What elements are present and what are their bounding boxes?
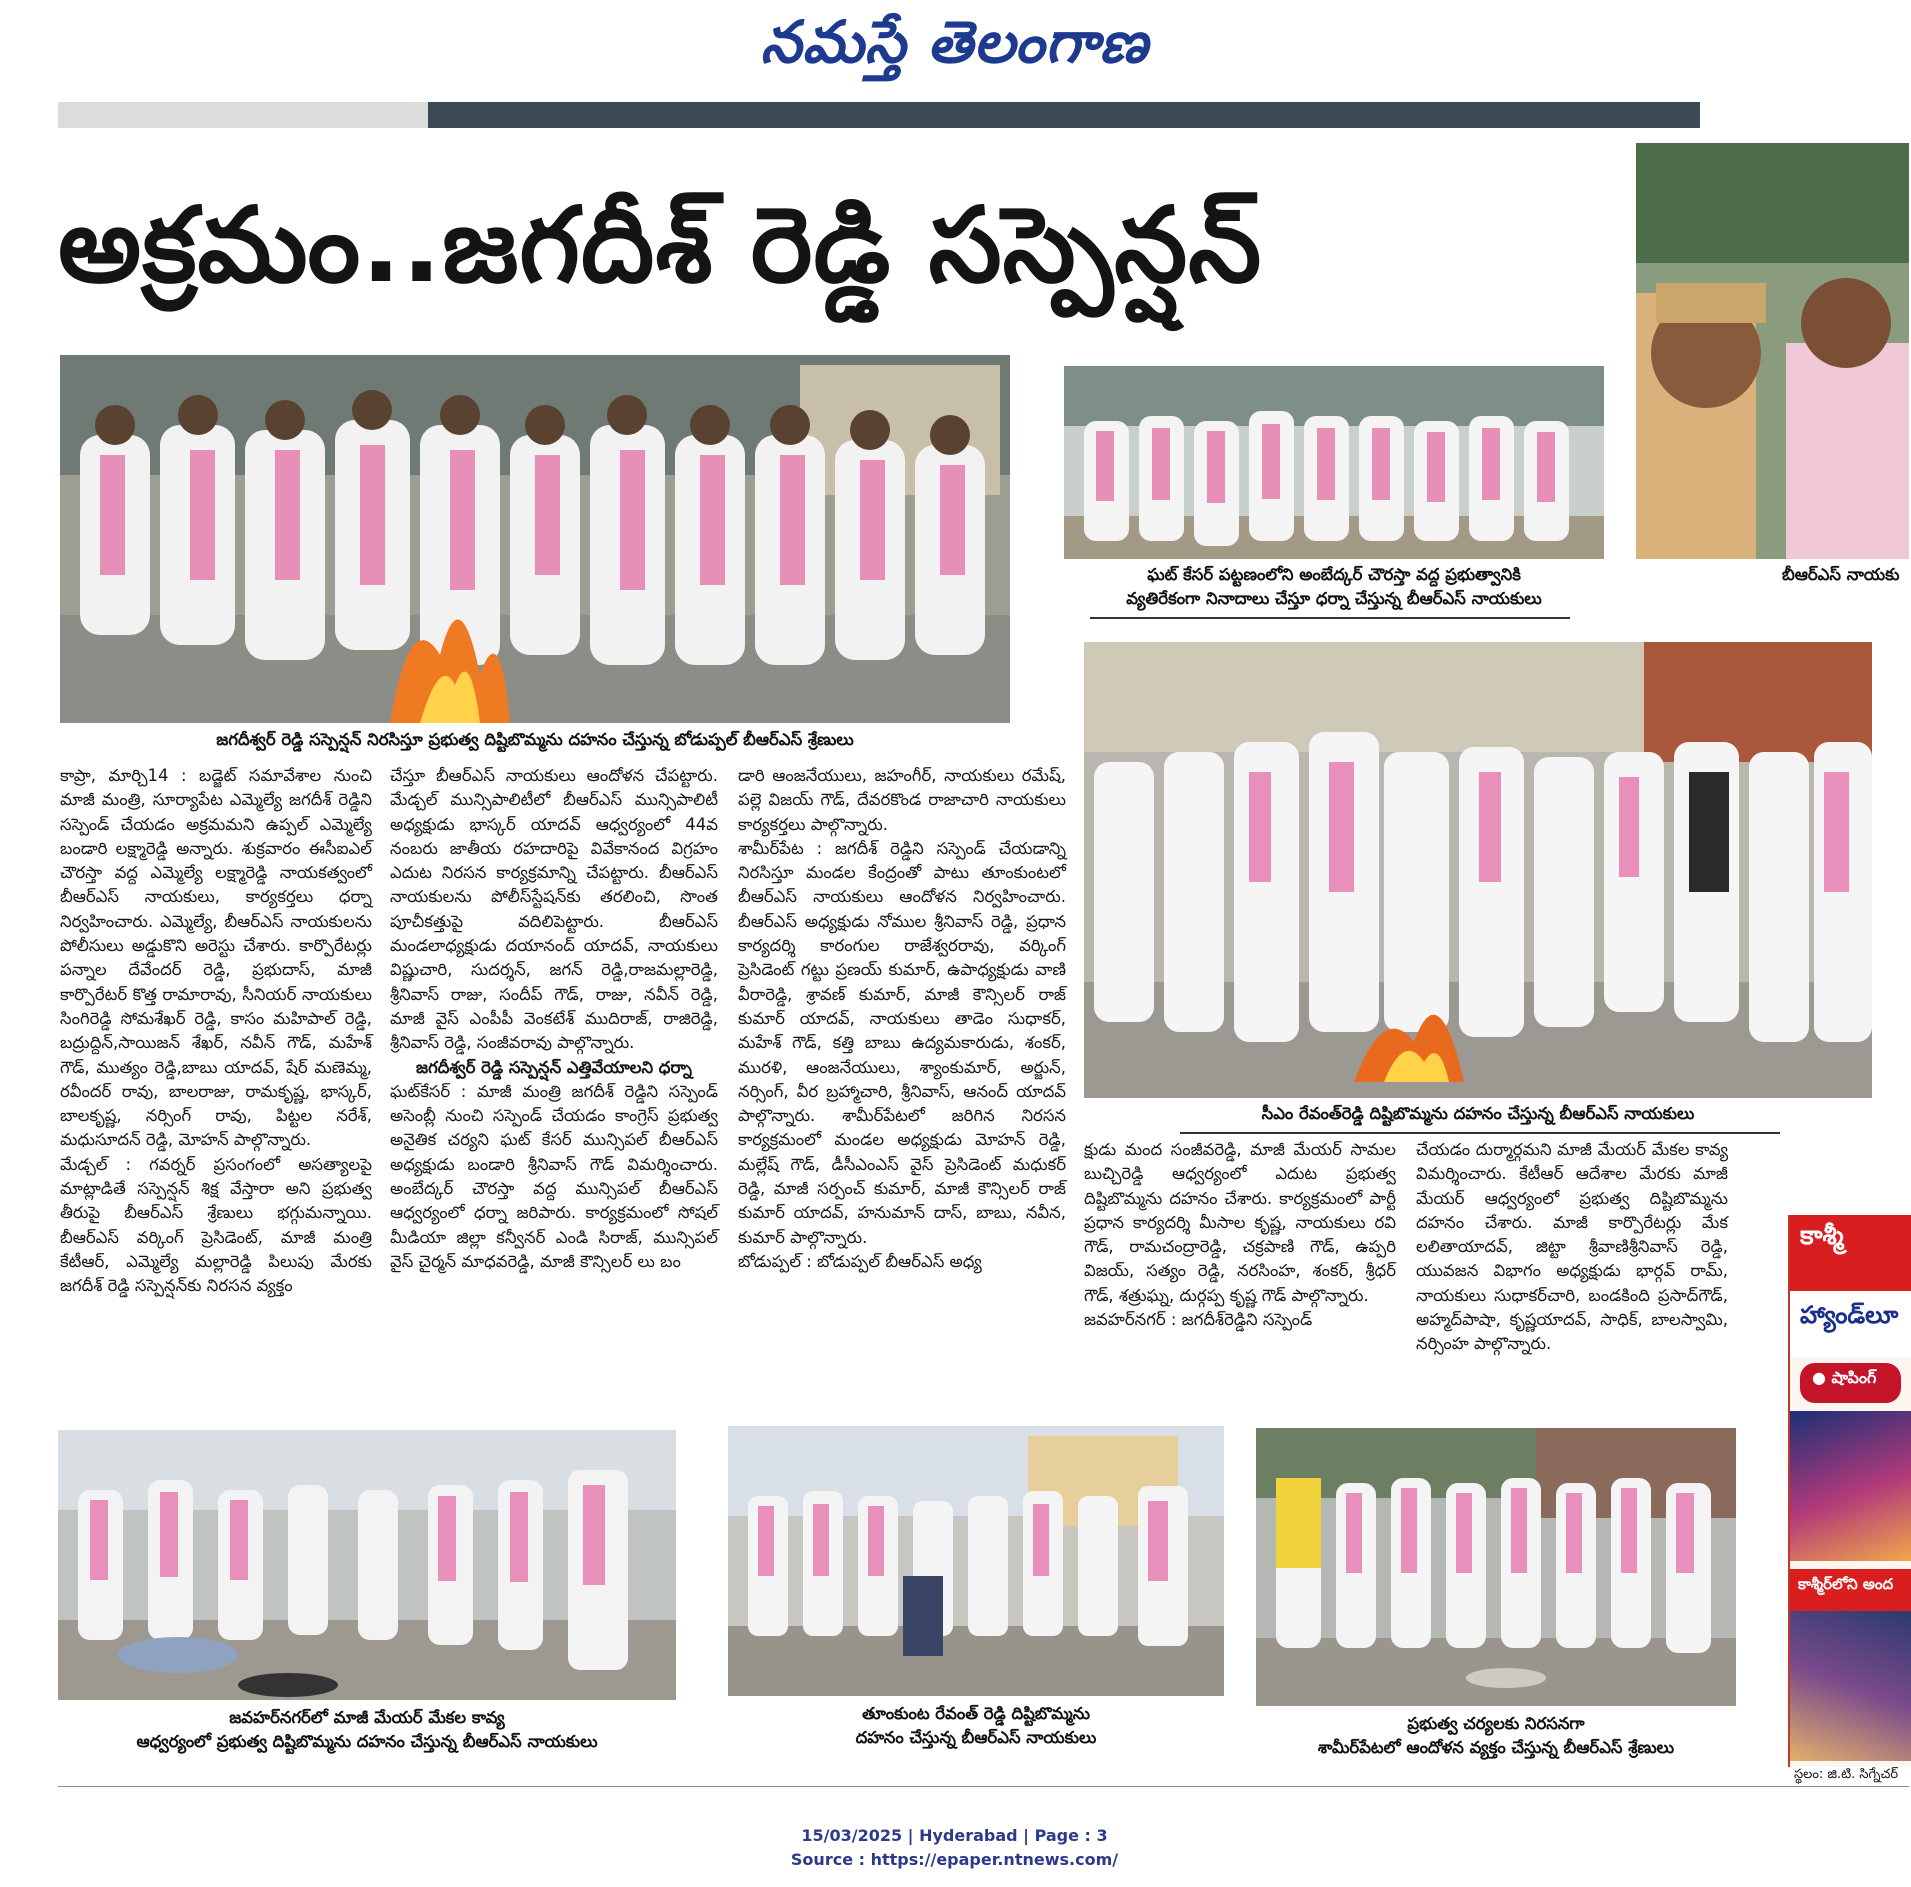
masthead-banner <box>428 102 1700 128</box>
article-column-4 <box>1084 1138 1396 1414</box>
page-headline: అక్రమం..జగదీశ్ రెడ్డి సస్పెన్షన్ <box>58 184 1263 306</box>
photo-police-arrest <box>1636 143 1909 559</box>
caption-jawaharnagar <box>58 1706 676 1754</box>
article-paragraph: కాప్రా, మార్చి14 : బడ్జెట్ సమావేశాల నుంచి మాజీ మంత్రి, సూర్యాపేట ఎమ్మెల్యే జగదీశ్ రెడ్డిని సస్పెండ్ చేయడం అక్రమమని ఉప్పల్ ఎమ్మెల్యే బండారి లక్ష్మారెడ్డి అన్నారు. శుక్రవారం ఈసీఐఎల్ చౌరస్తా వద్ద ఎమ్మెల్యే లక్ష్మారెడ్డి నాయకత్వంలో బీఆర్ఎస్ నాయకులు, కార్యకర్తలు ధర్నా నిర్వహించారు. ఎమ్మెల్యే, బీఆర్ఎస్ నాయకులను పోలీసులు అడ్డుకొని అరెస్టు చేశారు. కార్పొరేటర్లు పన్నాల దేవేందర్ రెడ్డి, ప్రభుదాస్, మాజీ కార్పొరేటర్ కొత్త రామారావు, సీనియర్ నాయకులు సింగిరెడ్డి సోమశేఖర్ రెడ్డి, కాసం మహిపాల్ రెడ్డి, బద్రుద్దిన్,సాయిజన్ శేఖర్, నవీన్ గౌడ్, మహేశ్ గౌడ్, ముత్యం రెడ్డి,బాబు యాదవ్, షేర్ మణెమ్మ, రవీందర్ రావు, బాలరాజు, రామకృష్ణ, భాస్కర్, బాలకృష్ణ, నర్సింగ్ రావు, పిట్టల నరేశ్, మధుసూదన్ రెడ్డి, మోహన్ పాల్గొన్నారు. మేడ్చల్ : గవర్నర్ ప్రసంగంలో అసత్యాలపై మాట్లాడితే సస్పెన్షన్ శిక్ష వేస్తారా అని ప్రభుత్వ తీరుపై బీఆర్ఎస్ శ్రేణులు భగ్గుమన్నాయి. బీఆర్ఎస్ వర్కింగ్ ప్రెసిడెంట్, మాజీ మంత్రి కేటీఆర్, ఎమ్మెల్యే మల్లారెడ్డి పిలుపు మేరకు జగదీశ్ రెడ్డి సస్పెన్షన్‌కు నిరసన వ్యక్తం <box>60 766 372 1296</box>
caption-cm-effigy: సీఎం రేవంత్‌రెడ్డి దిష్టిబొమ్మను దహనం చేస్తున్న బీఆర్ఎస్ నాయకులు <box>1261 1104 1695 1123</box>
ad-brand: కాశ్మీ <box>1790 1215 1911 1291</box>
newspaper-masthead: నమస్తే తెలంగాణ <box>760 8 1149 76</box>
caption-jawaharnagar-line2: ఆధ్వర్యంలో ప్రభుత్వ దిష్టిబొమ్మను దహనం చేస్తున్న బీఆర్ఎస్ నాయకులు <box>136 1731 598 1751</box>
photo-ghatkesar-dharna <box>1064 366 1604 559</box>
article-paragraph: ఘట్‌కేసర్ : మాజీ మంత్రి జగదీశ్ రెడ్డిని సస్పెండ్ అసెంబ్లీ నుంచి సస్పెండ్ చేయడం కాంగ్రెస్ ప్రభుత్వ అనైతిక చర్యని ఘట్ కేసర్ మున్సిపల్ బీఆర్ఎస్ అధ్యక్షుడు బండారి శ్రీనివాస్ గౌడ్ విమర్శించారు. అంబేద్కర్ చౌరస్తా వద్ద మున్సిపల్ బీఆర్ఎస్ ఆధ్వర్యంలో ధర్నా జరిపారు. కార్యక్రమంలో సోషల్ మీడియా జిల్లా కన్వీనర్ ఎండి సిరాజ్, మున్సిపల్ వైస్ చైర్మన్ మాధవరెడ్డి, మాజీ కౌన్సిలర్ లు బం <box>390 1081 718 1271</box>
page-bottom-rule <box>58 1786 1909 1787</box>
article-subheading: జగదీశ్వర్ రెడ్డి సస్పెన్షన్ ఎత్తివేయాలని ధర్నా <box>416 1057 692 1077</box>
ad-band-text: కాశ్మీర్‌లోని అంద <box>1790 1569 1911 1611</box>
caption-thumkunta <box>728 1702 1224 1750</box>
article-paragraph: డారి ఆంజనేయులు, జహంగీర్, నాయకులు రమేష్, పల్లె విజయ్ గౌడ్, దేవరకొండ రాజాచారి నాయకులు కార్యకర్తలు పాల్గొన్నారు. శామీర్‌పేట : జగదీశ్ రెడ్డిని సస్పెండ్ చేయడాన్ని నిరసిస్తూ మండల కేంద్రంతో పాటు తూంకుంటలో బీఆర్ఎస్ నాయకులు ఆందోళన నిర్వహించారు. బీఆర్ఎస్ అధ్యక్షుడు నోముల శ్రీనివాస్ రెడ్డి, ప్రధాన కార్యదర్శి కారంగుల రాజేశ్వరరావు, వర్కింగ్ ప్రెసిడెంట్ గట్టు ప్రణయ్ కుమార్, ఉపాధ్యక్షుడు వాణి వీరారెడ్డి, శ్రావణ్ కుమార్, మాజీ కౌన్సిలర్ రాజ్ కుమార్ యాదవ్, నాయకులు తాడెం సుధాకర్, మహేశ్ గౌడ్, కత్తి బాబు ఉద్యమకారుడు, శంకర్, మురళి, ఆంజనేయులు, శ్యాంకుమార్, అర్జున్, నర్సింగ్, వీర బ్రహ్మాచారి, శ్రీనివాస్, ఆనంద్ యాదవ్ పాల్గొన్నారు. శామీర్‌పేటలో జరిగిన నిరసన కార్యక్రమంలో మండల అధ్యక్షుడు మోహన్ రెడ్డి, మల్లేష్ గౌడ్, డీసీఎంఎస్ వైస్ ప్రెసిడెంట్ మధుకర్ రెడ్డి, మాజీ సర్పంచ్ కుమార్, మాజీ కౌన్సిలర్ రాజ్ కుమార్ యాదవ్, హనుమాన్ దాస్, బాబు, నవీన, కుమార్ పాల్గొన్నారు. బోడుప్పల్ : బోడుప్పల్ బీఆర్ఎస్ అధ్య <box>738 766 1066 1271</box>
caption-boduppal: జగదీశ్వర్ రెడ్డి సస్పెన్షన్ నిరసిస్తూ ప్రభుత్వ దిష్టిబొమ్మను దహనం చేస్తున్న బోడుప్పల్ బీఆర్ఎస్ శ్రేణులు <box>216 730 854 749</box>
caption-shamirpet-line1: ప్రభుత్వ చర్యలకు నిరసనగా <box>1407 1714 1585 1733</box>
ad-venue: స్థలం: జి.టి. సిగ్నేచర్ <box>1794 1767 1899 1782</box>
article-column-3 <box>738 764 1066 1414</box>
caption-shamirpet <box>1256 1712 1736 1760</box>
caption-ghatkesar-line1: ఘట్ కేసర్ పట్టణంలోని అంబేద్కర్ చౌరస్తా వద్ద ప్రభుత్వానికి <box>1147 565 1521 584</box>
article-paragraph: క్షుడు మంద సంజీవరెడ్డి, మాజీ మేయర్ సామల బుచ్చిరెడ్డి ఆధ్వర్యంలో ఎదుట ప్రభుత్వ దిష్టిబొమ్మను దహనం చేశారు. కార్యక్రమంలో పార్టీ ప్రధాన కార్యదర్శి మీసాల కృష్ణ, నాయకులు రవి గౌడ్, రామచంద్రారెడ్డి, చక్రపాణి గౌడ్, ఉప్పరి విజయ్, సత్యం రెడ్డి, నరసింహ, శంకర్, శ్రీధర్ గౌడ్, శత్రుఘ్న, దుర్గప్ప కృష్ణ గౌడ్ పాల్గొన్నారు. జవహర్‌నగర్ : జగదీశ్‌రెడ్డిని సస్పెండ్ <box>1084 1140 1396 1330</box>
ad-ferris-wheel-image <box>1790 1411 1911 1561</box>
ad-crowd-image <box>1790 1611 1911 1761</box>
caption-thumkunta-line2: దహనం చేస్తున్న బీఆర్ఎస్ నాయకులు <box>855 1727 1097 1747</box>
footer-source: Source : https://epaper.ntnews.com/ <box>790 1850 1119 1869</box>
footer-date-page: 15/03/2025 | Hyderabad | Page : 3 <box>801 1826 1108 1845</box>
caption-shamirpet-line2: శామీర్‌పేటలో ఆందోళన వ్యక్తం చేస్తున్న బీఆర్ఎస్ శ్రేణులు <box>1317 1737 1675 1757</box>
ad-shopping-badge: ● షాపింగ్ <box>1800 1363 1901 1403</box>
caption-right-edge: బీఆర్ఎస్ నాయకు <box>1782 565 1900 584</box>
ad-subtitle: హ్యాండ్‌లూ <box>1790 1291 1911 1357</box>
caption-underline <box>1180 1132 1780 1134</box>
photo-boduppal-protest <box>60 355 1010 723</box>
photo-shamirpet <box>1256 1428 1736 1706</box>
caption-thumkunta-line1: తూంకుంట రేవంత్ రెడ్డి దిష్టిబొమ్మను <box>862 1704 1090 1723</box>
photo-jawaharnagar <box>58 1430 676 1700</box>
caption-underline <box>1090 617 1570 619</box>
article-column-5 <box>1416 1138 1728 1414</box>
photo-cm-effigy <box>1084 642 1872 1098</box>
caption-jawaharnagar-line1: జవహర్‌నగర్‌లో మాజీ మేయర్ మేకల కావ్య <box>229 1708 505 1727</box>
photo-thumkunta <box>728 1426 1224 1696</box>
caption-ghatkesar <box>1064 563 1604 611</box>
article-paragraph: చేస్తూ బీఆర్ఎస్ నాయకులు ఆందోళన చేపట్టారు. మేడ్చల్ మున్సిపాలిటీలో బీఆర్ఎస్ మున్సిపాలిటీ అధ్యక్షుడు భాస్కర్ యాదవ్ ఆధ్వర్యంలో 44వ నంబరు జాతీయ రహదారిపై వివేకానంద విగ్రహం ఎదుట నిరసన కార్యక్రమాన్ని చేపట్టారు. బీఆర్ఎస్ నాయకులను పోలీస్‌స్టేషన్‌కు తరలించి, సొంత పూచీకత్తుపై వదిలిపెట్టారు. బీఆర్ఎస్ మండలాధ్యక్షుడు దయానంద్ యాదవ్, నాయకులు విష్ణుచారి, సుదర్శన్, జగన్ రెడ్డి,రాజమల్లారెడ్డి, శ్రీనివాస్ రాజు, సందీప్ గౌడ్, రాజు, నవీన్ రెడ్డి, మాజీ వైస్ ఎంపీపీ వెంకటేశ్ ముదిరాజ్, రాజిరెడ్డి, శ్రీనివాస్ రెడ్డి, సంజీవరావు పాల్గొన్నారు. <box>390 766 718 1053</box>
article-paragraph: చేయడం దుర్మార్గమని మాజీ మేయర్ మేకల కావ్య విమర్శించారు. కేటీఆర్ ఆదేశాల మేరకు మాజీ మేయర్ ఆధ్వర్యంలో ప్రభుత్వ దిష్టిబొమ్మను దహనం చేశారు. మాజీ కార్పొరేటర్లు మేక లలితాయాదవ్, జిట్టా శ్రీవాణిశ్రీనివాస్ రెడ్డి, యువజన విభాగం అధ్యక్షుడు భార్గవ్ రామ్, నాయకులు సుధాకర్‌చారి, బండకింది ప్రసాద్‌గౌడ్, అహ్మద్‌పాషా, కృష్ణయాదవ్, సాధిక్, బాలస్వామి, నర్సింహ పాల్గొన్నారు. <box>1416 1140 1728 1354</box>
article-column-1 <box>60 764 372 1414</box>
caption-ghatkesar-line2: వ్యతిరేకంగా నినాదాలు చేస్తూ ధర్నా చేస్తున్న బీఆర్ఎస్ నాయకులు <box>1126 588 1542 608</box>
article-column-2 <box>390 764 718 1414</box>
advertisement-kashmir-handloom <box>1788 1215 1911 1782</box>
